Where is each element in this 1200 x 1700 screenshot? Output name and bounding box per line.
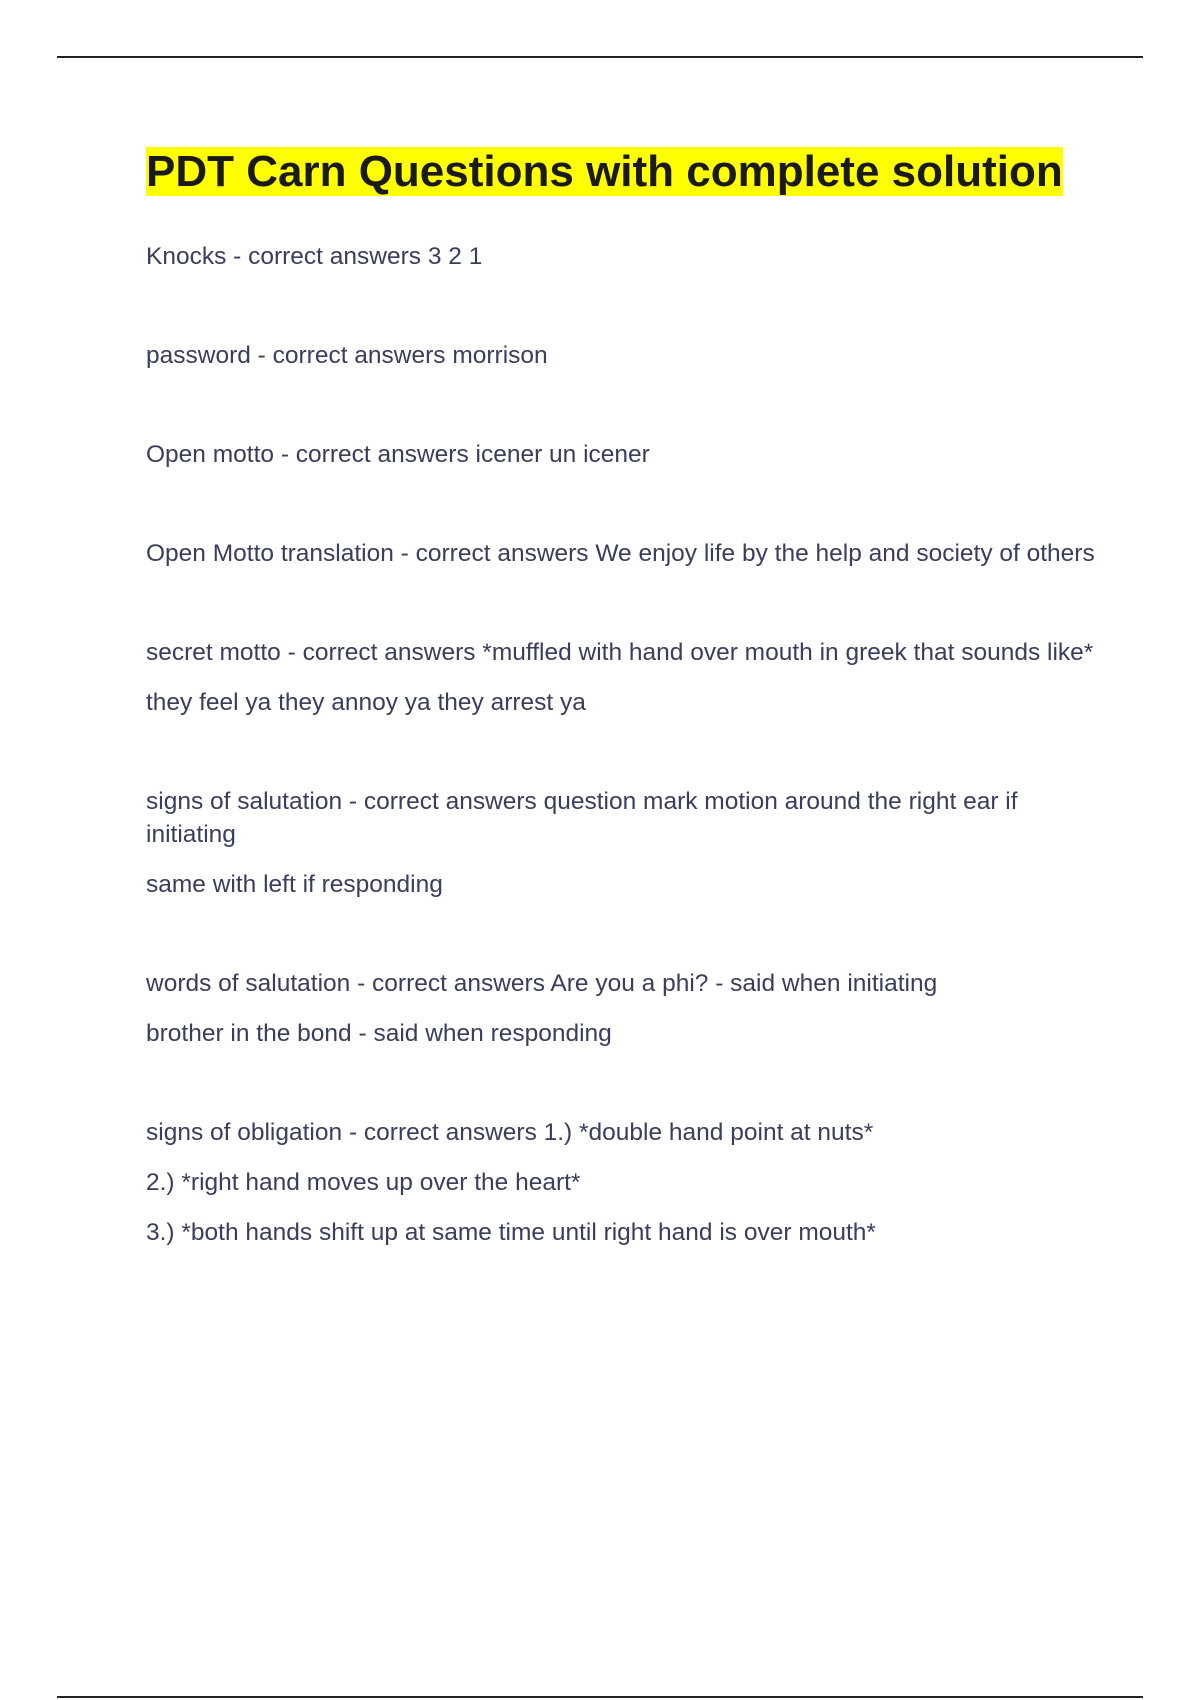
qa-item-secret-motto: [146, 636, 1096, 719]
qa-line: secret motto - correct answers *muffled with hand over mouth in greek that sounds like*: [146, 639, 1094, 666]
qa-line: signs of obligation - correct answers 1.) *double hand point at nuts*: [146, 1119, 874, 1146]
qa-line: words of salutation - correct answers Are you a phi? - said when initiating: [146, 970, 938, 997]
qa-line: 2.) *right hand moves up over the heart*: [146, 1169, 581, 1196]
qa-line: Open Motto translation - correct answers We enjoy life by the help and society of others: [146, 540, 1095, 567]
qa-line: same with left if responding: [146, 871, 443, 898]
qa-line: Open motto - correct answers icener un icener: [146, 441, 650, 468]
bottom-rule: [57, 1696, 1143, 1698]
qa-line: 3.) *both hands shift up at same time until right hand is over mouth*: [146, 1219, 876, 1246]
qa-item-signs-of-salutation: [146, 785, 1096, 901]
document-title: [146, 144, 1096, 200]
qa-item-password: [146, 339, 1096, 372]
qa-item-open-motto-translation: [146, 537, 1096, 570]
qa-list: [146, 240, 1096, 1249]
qa-line: signs of salutation - correct answers question mark motion around the right ear if initiating: [146, 788, 1018, 848]
qa-line: Knocks - correct answers 3 2 1: [146, 243, 483, 270]
qa-item-open-motto: [146, 438, 1096, 471]
qa-item-words-of-salutation: [146, 967, 1096, 1050]
qa-line: brother in the bond - said when responding: [146, 1020, 612, 1047]
top-rule: [57, 56, 1143, 58]
qa-item-knocks: [146, 240, 1096, 273]
qa-line: they feel ya they annoy ya they arrest ya: [146, 689, 586, 716]
qa-item-signs-of-obligation: [146, 1116, 1096, 1249]
document-body: [146, 144, 1096, 1315]
qa-line: password - correct answers morrison: [146, 342, 548, 369]
title-highlight: PDT Carn Questions with complete solution: [146, 147, 1063, 196]
